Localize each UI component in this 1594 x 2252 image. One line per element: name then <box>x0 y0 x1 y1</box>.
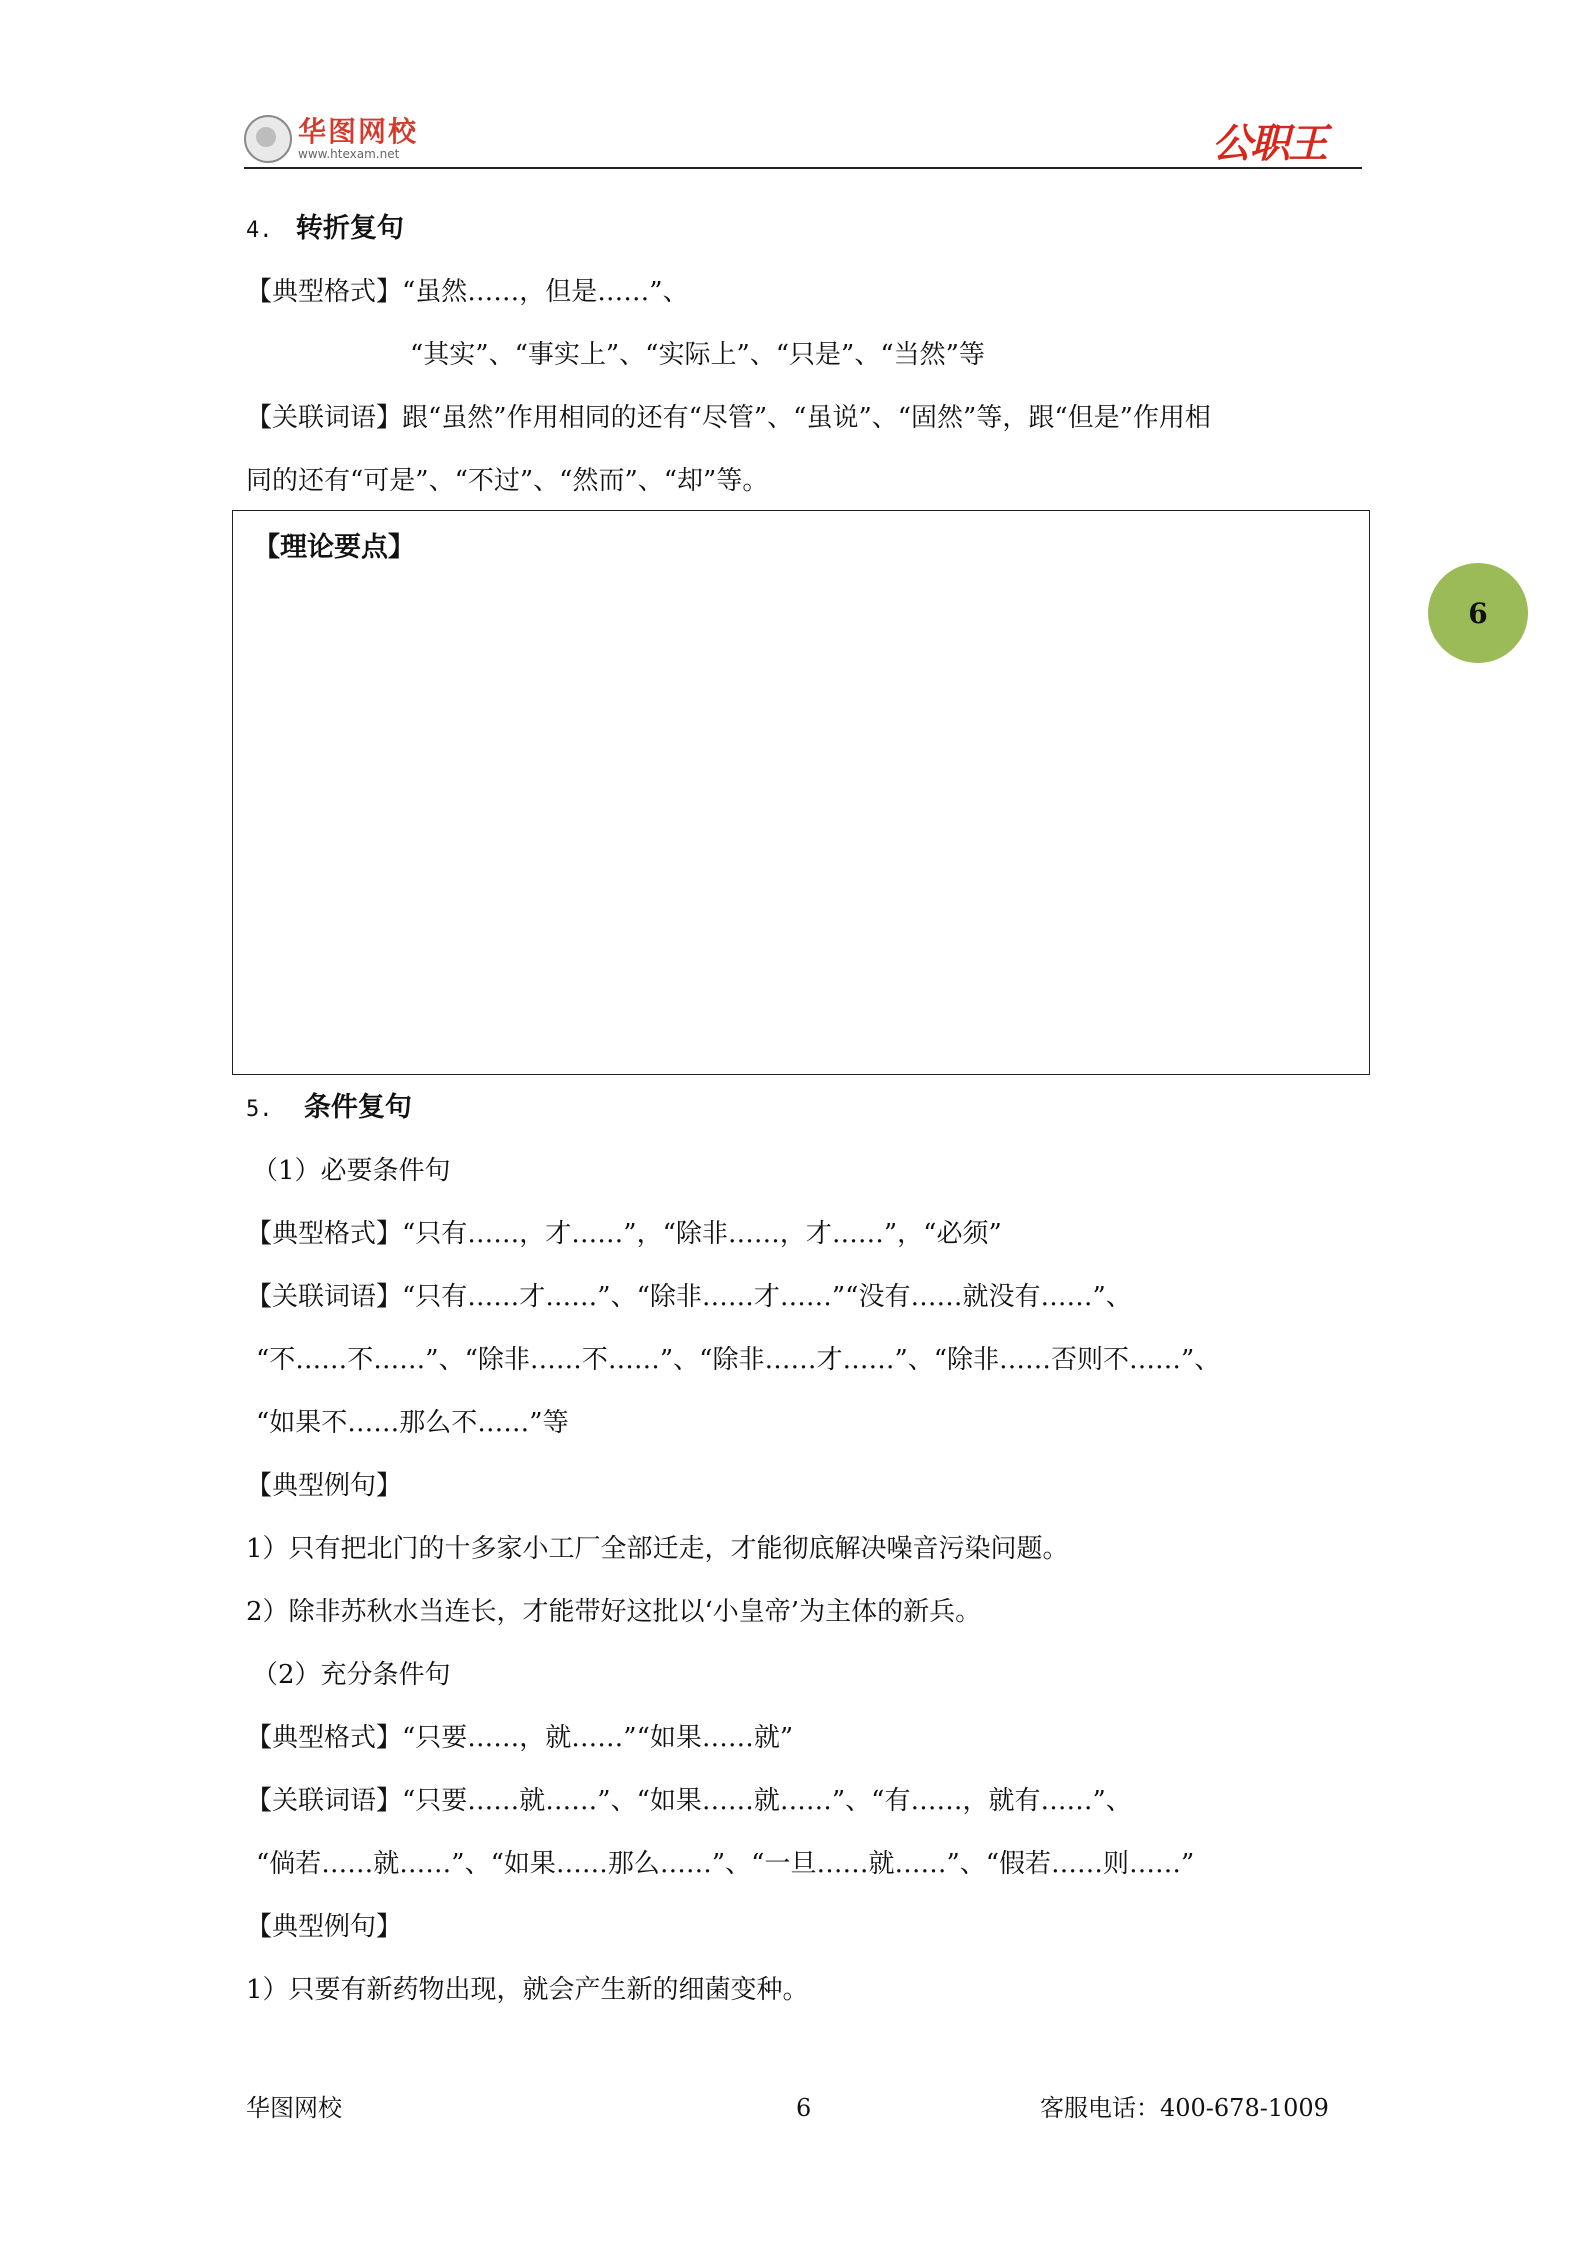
section-4-connectives-2: 同的还有“可是”、“不过”、“然而”、“却”等。 <box>246 466 769 496</box>
section-5-title: 条件复句 <box>303 1092 412 1123</box>
huatu-logo <box>244 114 418 164</box>
necessary-examples-title: 【典型例句】 <box>246 1471 403 1501</box>
necessary-connectives-3: “如果不……那么不……”等 <box>256 1408 569 1438</box>
footer-hotline: 客服电话：400-678-1009 <box>1040 2094 1329 2122</box>
logo-name: 华图网校 <box>298 115 419 148</box>
section-5-number: 5. <box>246 1097 273 1122</box>
footer-page-number: 6 <box>796 2094 812 2122</box>
theory-notes-title: 【理论要点】 <box>253 532 415 563</box>
section-4-heading <box>246 214 404 246</box>
emblem-icon <box>244 115 292 163</box>
sufficient-connectives-2: “倘若……就……”、“如果……那么……”、“一旦……就……”、“假若……则……” <box>256 1849 1195 1879</box>
sufficient-format: 【典型格式】“只要……，就……”“如果……就” <box>246 1723 794 1753</box>
logo-url: www.htexam.net <box>298 147 400 161</box>
necessary-example-1: 1）只有把北门的十多家小工厂全部迁走，才能彻底解决噪音污染问题。 <box>246 1534 1069 1564</box>
sufficient-examples-title: 【典型例句】 <box>246 1912 403 1942</box>
section-4-format-cont: “其实”、“事实上”、“实际上”、“只是”、“当然”等 <box>410 340 985 370</box>
footer-left: 华图网校 <box>246 2094 342 2122</box>
section-4-connectives-1: 【关联词语】跟“虽然”作用相同的还有“尽管”、“虽说”、“固然”等，跟“但是”作用相 <box>246 403 1211 433</box>
section-4-title: 转折复句 <box>295 213 404 244</box>
necessary-format: 【典型格式】“只有……，才……”，“除非……，才……”，“必须” <box>246 1219 1002 1249</box>
section-4-format: 【典型格式】“虽然……，但是……”、 <box>246 277 689 307</box>
theory-notes-box <box>232 510 1370 1075</box>
logo-text <box>298 117 418 161</box>
section-4-number: 4. <box>246 218 273 243</box>
necessary-connectives-2: “不……不……”、“除非……不……”、“除非……才……”、“除非……否则不……”、 <box>256 1345 1221 1375</box>
sufficient-example-1: 1）只要有新药物出现，就会产生新的细菌变种。 <box>246 1975 809 2005</box>
sufficient-connectives-1: 【关联词语】“只要……就……”、“如果……就……”、“有……，就有……”、 <box>246 1786 1132 1816</box>
header-divider <box>244 167 1362 169</box>
subsection-sufficient: （2）充分条件句 <box>252 1660 451 1690</box>
necessary-example-2: 2）除非苏秋水当连长，才能带好这批以‘小皇帝’为主体的新兵。 <box>246 1597 982 1627</box>
necessary-connectives-1: 【关联词语】“只有……才……”、“除非……才……”“没有……就没有……”、 <box>246 1282 1132 1312</box>
page-number-badge: 6 <box>1428 563 1528 663</box>
section-5-heading <box>246 1093 412 1125</box>
subsection-necessary: （1）必要条件句 <box>252 1156 451 1186</box>
gongzhiwang-logo: 公职王 <box>1212 121 1326 167</box>
